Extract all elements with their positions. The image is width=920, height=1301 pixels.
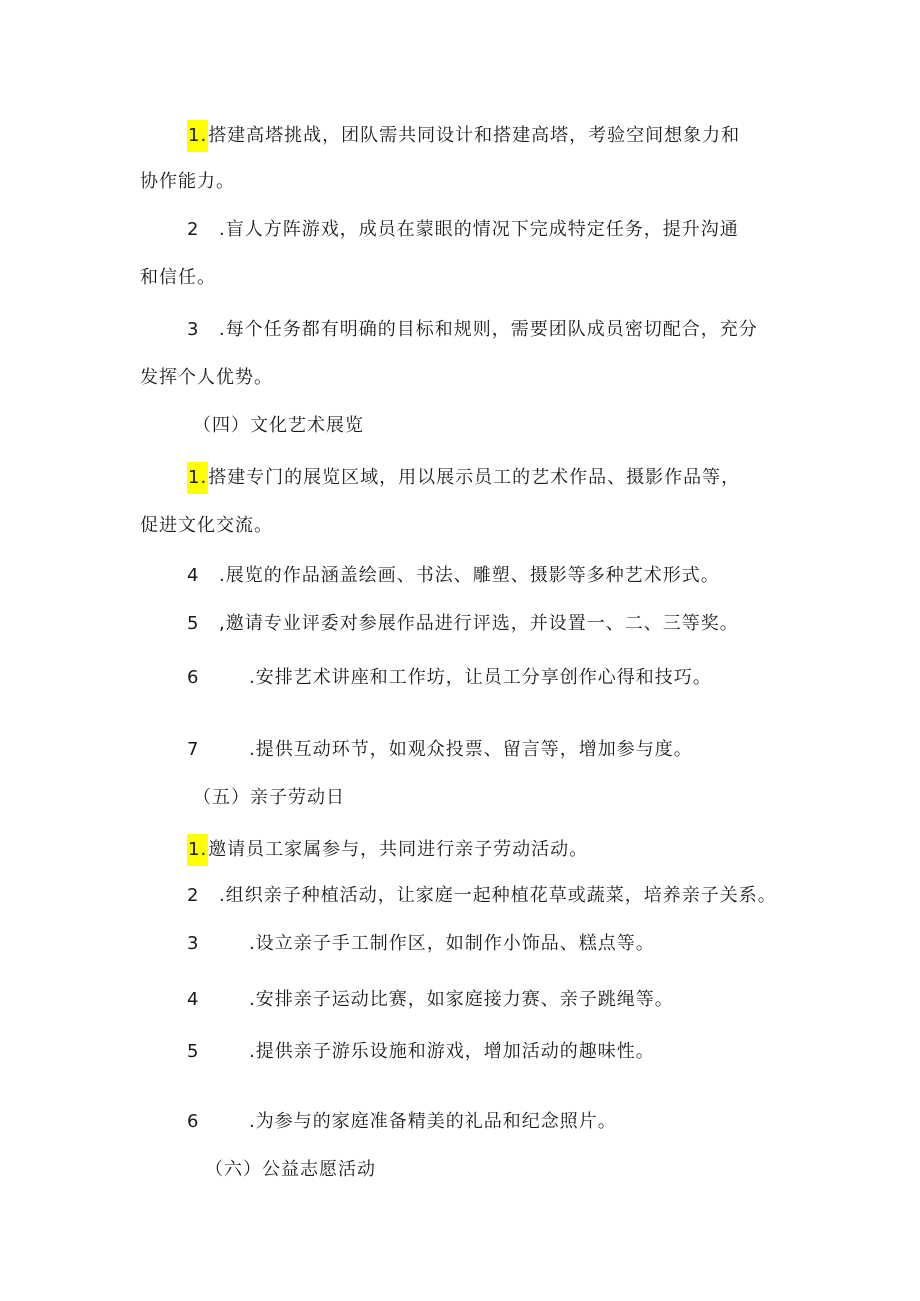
heading-text: （四）文化艺术展览 (193, 415, 364, 436)
item-text: 发挥个人优势。 (140, 367, 273, 388)
item-text: .每个任务都有明确的目标和规则，需要团队成员密切配合，充分 (219, 319, 758, 340)
section-heading-family-labor-day (193, 784, 345, 812)
item-text: ,邀请专业评委对参展作品进行评选，并设置一、二、三等奖。 (219, 613, 739, 634)
highlighted-number: 1. (187, 834, 208, 866)
item-text: .为参与的家庭准备精美的礼品和纪念照片。 (249, 1111, 617, 1132)
list-item-sports (187, 986, 674, 1014)
item-number: 7 (187, 739, 200, 760)
section-heading-volunteer-activity (205, 1156, 376, 1184)
heading-text: （六）公益志愿活动 (205, 1159, 376, 1180)
list-item-tower-challenge (187, 120, 740, 152)
list-item-handcraft (187, 930, 655, 958)
item-number: 5 (187, 1041, 200, 1062)
item-number: 6 (187, 667, 200, 688)
item-text: 和信任。 (140, 267, 216, 288)
item-number: 6 (187, 1111, 200, 1132)
item-text: .盲人方阵游戏，成员在蒙眼的情况下完成特定任务，提升沟通 (219, 219, 739, 240)
list-item-workshops (187, 664, 712, 692)
list-item-judging (187, 610, 739, 638)
section-heading-art-exhibition (193, 412, 364, 440)
item-text: 搭建高塔挑战，团队需共同设计和搭建高塔，考验空间想象力和 (208, 125, 741, 146)
item-number: 3 (187, 933, 200, 954)
heading-text: （五）亲子劳动日 (193, 787, 345, 808)
list-item-continuation (140, 168, 235, 196)
list-item-exhibition-area (187, 462, 740, 494)
list-item-blind-square (187, 216, 739, 244)
item-text: .展览的作品涵盖绘画、书法、雕塑、摄影等多种艺术形式。 (219, 565, 720, 586)
list-item-gifts (187, 1108, 617, 1136)
item-text: 促进文化交流。 (140, 515, 273, 536)
item-text: .提供亲子游乐设施和游戏，增加活动的趣味性。 (249, 1041, 655, 1062)
highlighted-number: 1. (187, 462, 208, 494)
item-number: 4 (187, 565, 200, 586)
list-item-continuation (140, 264, 216, 292)
list-item-planting (187, 882, 777, 910)
item-number: 4 (187, 989, 200, 1010)
list-item-continuation (140, 512, 273, 540)
item-text: 邀请员工家属参与，共同进行亲子劳动活动。 (208, 839, 589, 860)
item-text: .提供互动环节，如观众投票、留言等，增加参与度。 (249, 739, 693, 760)
item-text: 搭建专门的展览区域，用以展示员工的艺术作品、摄影作品等， (208, 467, 741, 488)
list-item-task-rules (187, 316, 758, 344)
item-text: 协作能力。 (140, 171, 235, 192)
item-text: .设立亲子手工制作区，如制作小饰品、糕点等。 (249, 933, 655, 954)
item-text: .安排亲子运动比赛，如家庭接力赛、亲子跳绳等。 (249, 989, 674, 1010)
highlighted-number: 1. (187, 120, 208, 152)
item-number: 2 (187, 885, 200, 906)
list-item-art-forms (187, 562, 720, 590)
item-text: .组织亲子种植活动，让家庭一起种植花草或蔬菜，培养亲子关系。 (219, 885, 777, 906)
item-number: 5 (187, 613, 200, 634)
list-item-continuation (140, 364, 273, 392)
item-number: 3 (187, 319, 200, 340)
list-item-invite-families (187, 834, 588, 866)
item-number: 2 (187, 219, 200, 240)
item-text: .安排艺术讲座和工作坊，让员工分享创作心得和技巧。 (249, 667, 712, 688)
list-item-games (187, 1038, 655, 1066)
list-item-interaction (187, 736, 693, 764)
